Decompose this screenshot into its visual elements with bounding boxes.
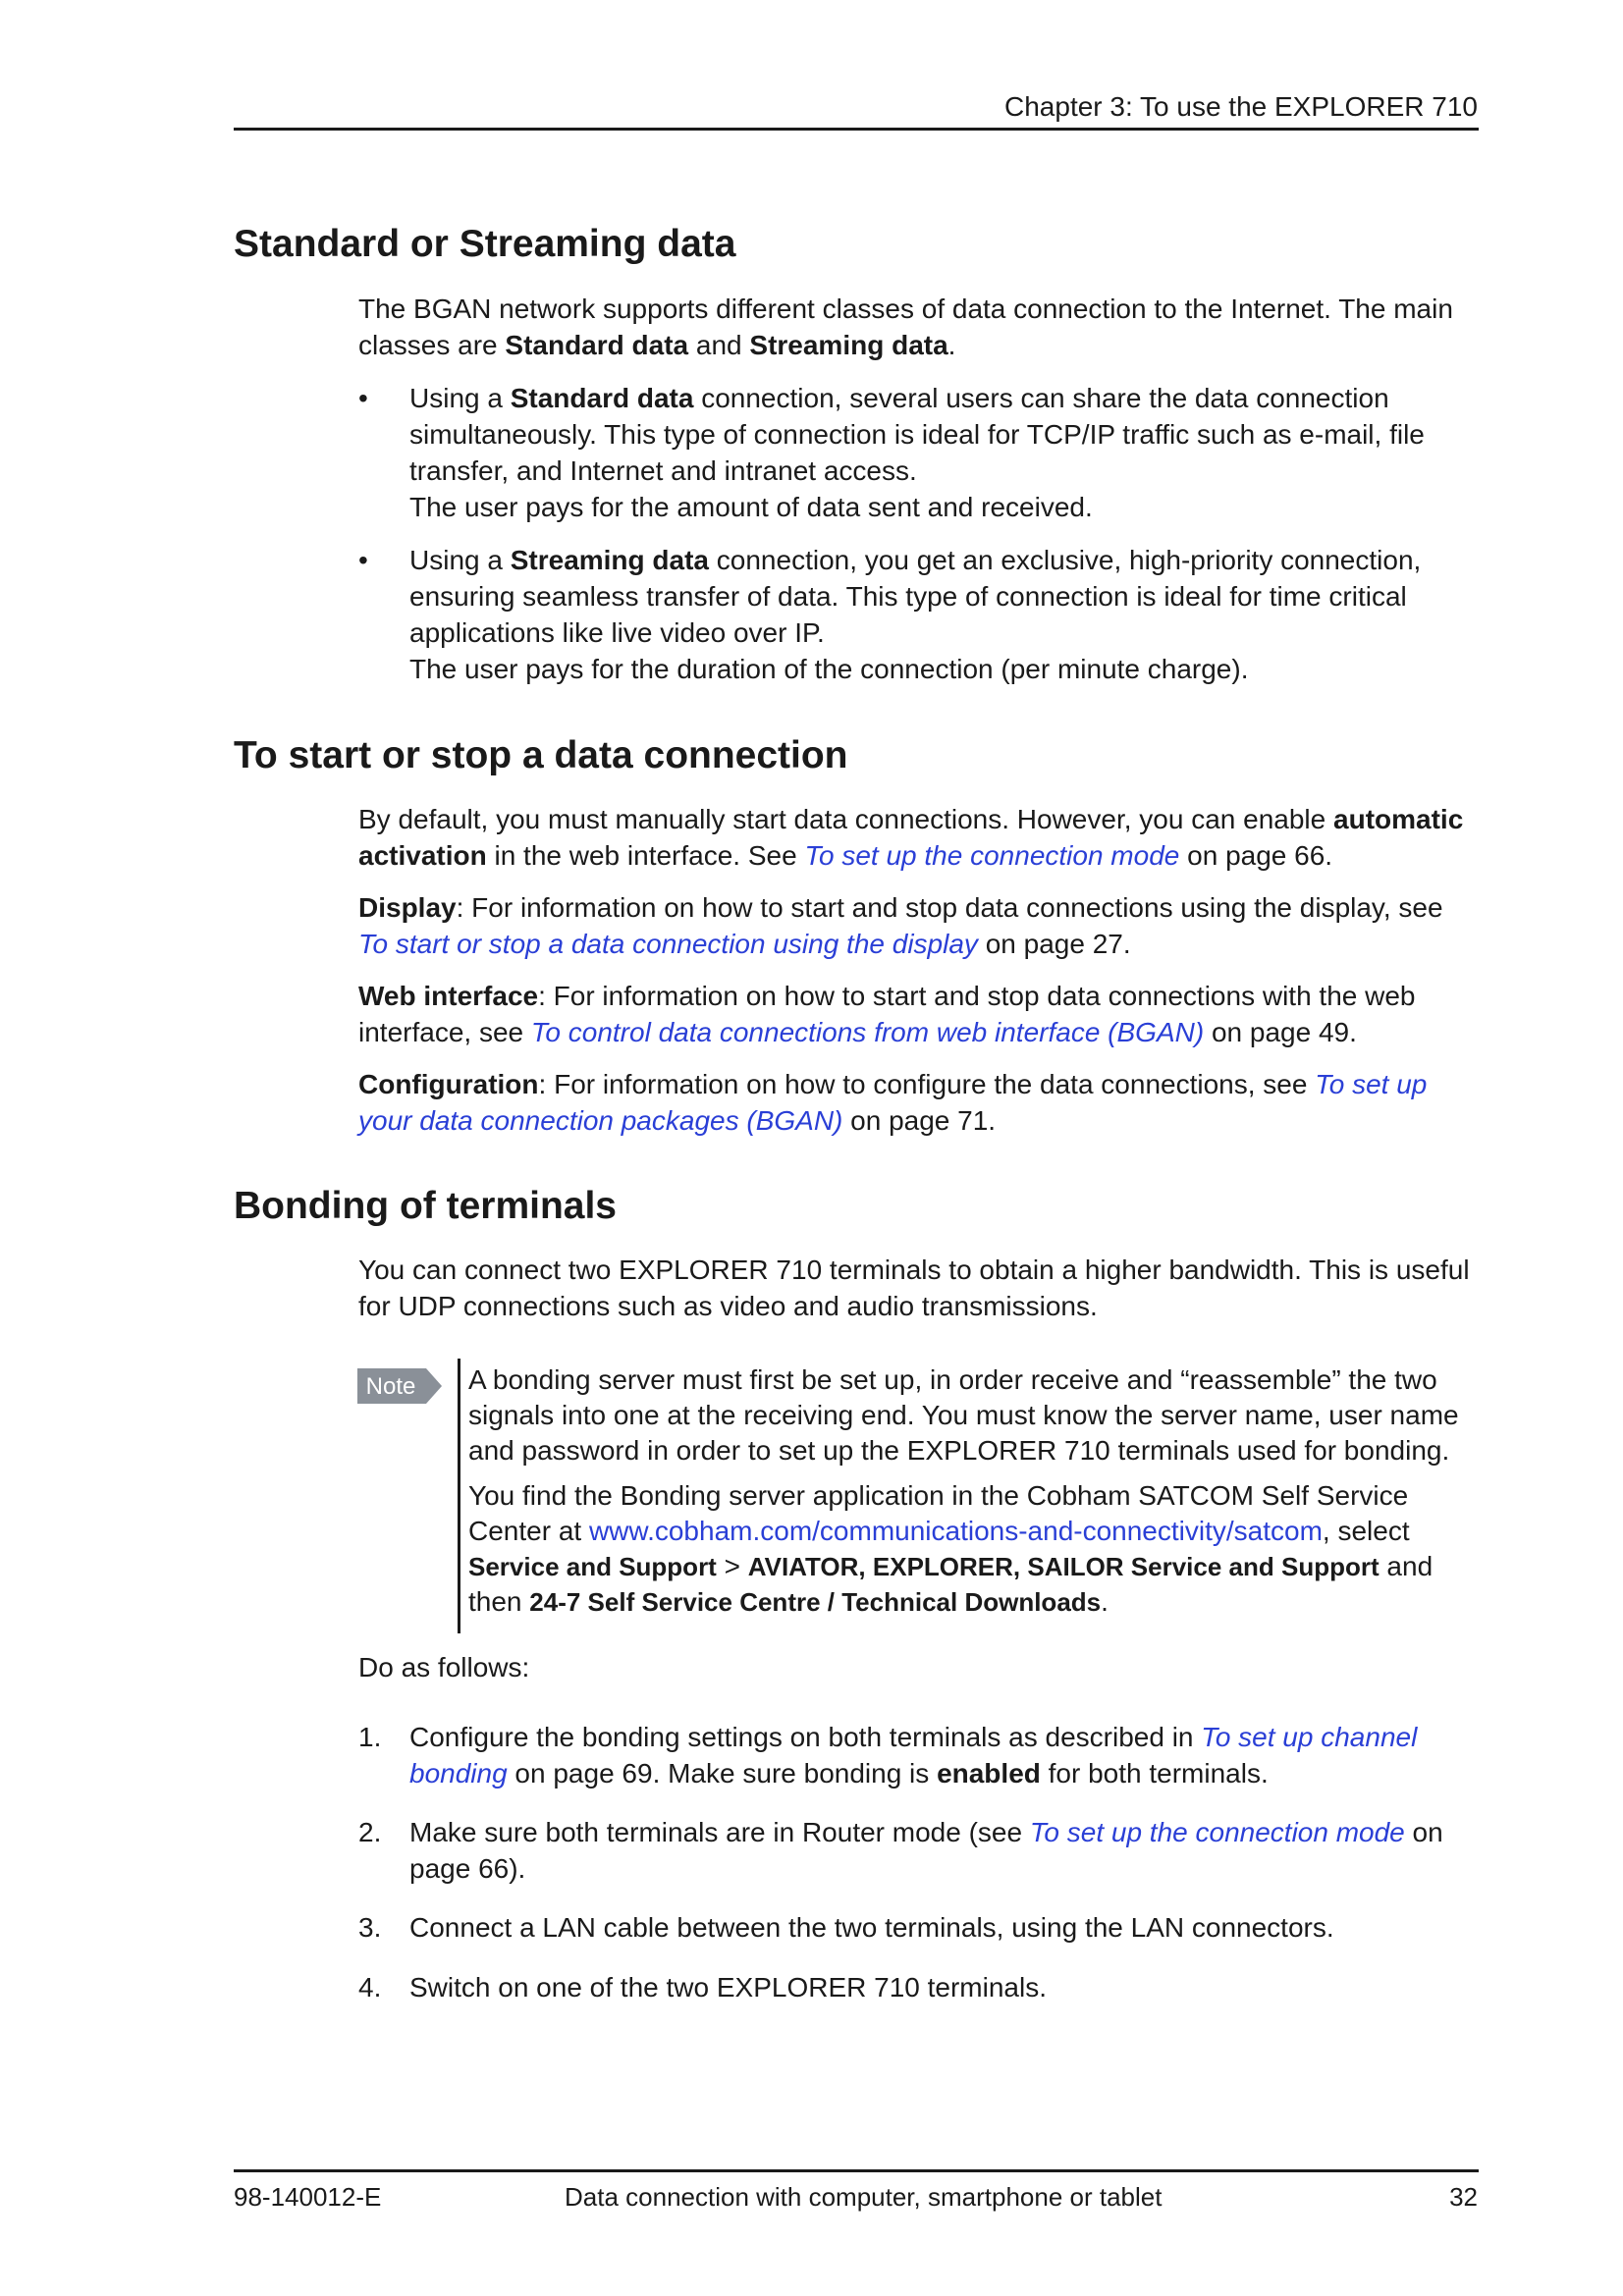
text: Configure the bonding settings on both terminals as described in (409, 1722, 1202, 1752)
text: : For information on how to start and stop data connections using the display, see (456, 892, 1443, 923)
cross-reference-link[interactable]: To start or stop a data connection using the display (358, 929, 978, 959)
text: , select (1322, 1516, 1410, 1546)
bold-text: 24-7 Self Service Centre / Technical Downloads (529, 1587, 1102, 1617)
text: on page 66). (409, 1817, 1443, 1884)
bold-text: Configuration (358, 1069, 539, 1099)
step-number: 3. (358, 1912, 382, 1943)
text: The user pays for the amount of data sent and received. (409, 492, 1093, 522)
note-paragraph (468, 1478, 1480, 1620)
text: By default, you must manually start data connections. However, you can enable (358, 804, 1334, 834)
footer-rule (234, 2169, 1479, 2172)
doc-number: 98-140012-E (234, 2182, 382, 2212)
bold-text: enabled (937, 1758, 1041, 1789)
text: Connect a LAN cable between the two terminals, using the LAN connectors. (409, 1912, 1334, 1943)
bold-text: Standard data (505, 330, 689, 360)
bold-text: Streaming data (510, 545, 709, 575)
text: The user pays for the duration of the connection (per minute charge). (409, 654, 1249, 684)
text: and (688, 330, 750, 360)
note-content (468, 1362, 1480, 1620)
text: on page 49. (1204, 1017, 1357, 1047)
bullet-icon: • (358, 383, 368, 413)
footer-title: Data connection with computer, smartphone or tablet (565, 2182, 1163, 2212)
bold-text: automatic activation (358, 804, 1464, 871)
do-as-follows: Do as follows: (358, 1652, 530, 1682)
text: The BGAN network supports different classes of data connection to the Internet. The main classes are (358, 294, 1453, 360)
text: : For information on how to start and stop data connections with the web interface, see (358, 981, 1416, 1047)
text: on page 69. Make sure bonding is (507, 1758, 938, 1789)
text: Make sure both terminals are in Router mode (see (409, 1817, 1030, 1847)
step-number: 4. (358, 1972, 382, 2002)
text: and then (468, 1551, 1434, 1617)
section2-p3 (358, 978, 1478, 1050)
text: on page 27. (977, 929, 1131, 959)
note-label: Note (365, 1373, 416, 1400)
cross-reference-link[interactable]: To control data connections from web interface (BGAN) (530, 1017, 1205, 1047)
bold-text: Streaming data (749, 330, 948, 360)
bold-text: Web interface (358, 981, 539, 1011)
running-header: Chapter 3: To use the EXPLORER 710 (1004, 91, 1478, 122)
section-heading-standard-streaming: Standard or Streaming data (234, 223, 736, 265)
text: for both terminals. (1040, 1758, 1269, 1789)
cross-reference-link[interactable]: To set up your data connection packages (BGAN) (358, 1069, 1428, 1136)
section2-p1 (358, 801, 1478, 874)
cross-reference-link[interactable]: To set up the connection mode (1029, 1817, 1405, 1847)
section2-p2 (358, 889, 1478, 962)
text: connection, several users can share the data connection simultaneously. This type of connection is ideal for TCP/IP traffic such as e-mail, file transfer, and Internet and intranet access. (409, 383, 1425, 486)
note-paragraph: A bonding server must first be set up, in order receive and “reassemble” the two signals into one at the receiving end. You must know the server name, user name and password in order to set up the EXPLORER 710 terminals used for bonding. (468, 1364, 1459, 1466)
page-number: 32 (1449, 2182, 1478, 2212)
step-number: 2. (358, 1817, 382, 1847)
bold-text: AVIATOR, EXPLORER, SAILOR Service and Support (747, 1552, 1380, 1581)
url-link[interactable]: www.cobham.com/communications-and-connectivity/satcom (588, 1516, 1323, 1546)
note-divider (458, 1359, 460, 1633)
text: > (716, 1551, 748, 1581)
text: Switch on one of the two EXPLORER 710 terminals. (409, 1972, 1047, 2002)
section-heading-start-stop: To start or stop a data connection (234, 734, 848, 776)
text: Using a (409, 383, 511, 413)
cross-reference-link[interactable]: To set up channel bonding (409, 1722, 1418, 1789)
text: You find the Bonding server application in the Cobham SATCOM Self Service Center at (468, 1480, 1409, 1546)
text: Using a (409, 545, 511, 575)
text: . (947, 330, 956, 360)
text: : For information on how to configure the data connections, see (538, 1069, 1316, 1099)
text: in the web interface. See (486, 840, 805, 871)
text: . (1101, 1586, 1109, 1617)
text: connection, you get an exclusive, high-priority connection, ensuring seamless transfer of data. This type of connection is ideal for time critical applications like live video over IP. (409, 545, 1422, 648)
text: on page 71. (842, 1105, 997, 1136)
step-number: 1. (358, 1722, 382, 1752)
text: on page 66. (1179, 840, 1333, 871)
section3-intro: You can connect two EXPLORER 710 terminals to obtain a higher bandwidth. This is useful for UDP connections such as video and audio transmissions. (358, 1255, 1470, 1321)
header-rule (234, 128, 1479, 131)
bold-text: Display (358, 892, 457, 923)
section1-intro (358, 291, 1478, 363)
cross-reference-link[interactable]: To set up the connection mode (804, 840, 1180, 871)
bold-text: Service and Support (468, 1552, 717, 1581)
section2-p4 (358, 1066, 1478, 1139)
bullet-icon: • (358, 545, 368, 575)
note-badge (357, 1368, 442, 1404)
section-heading-bonding: Bonding of terminals (234, 1185, 617, 1227)
bold-text: Standard data (510, 383, 694, 413)
